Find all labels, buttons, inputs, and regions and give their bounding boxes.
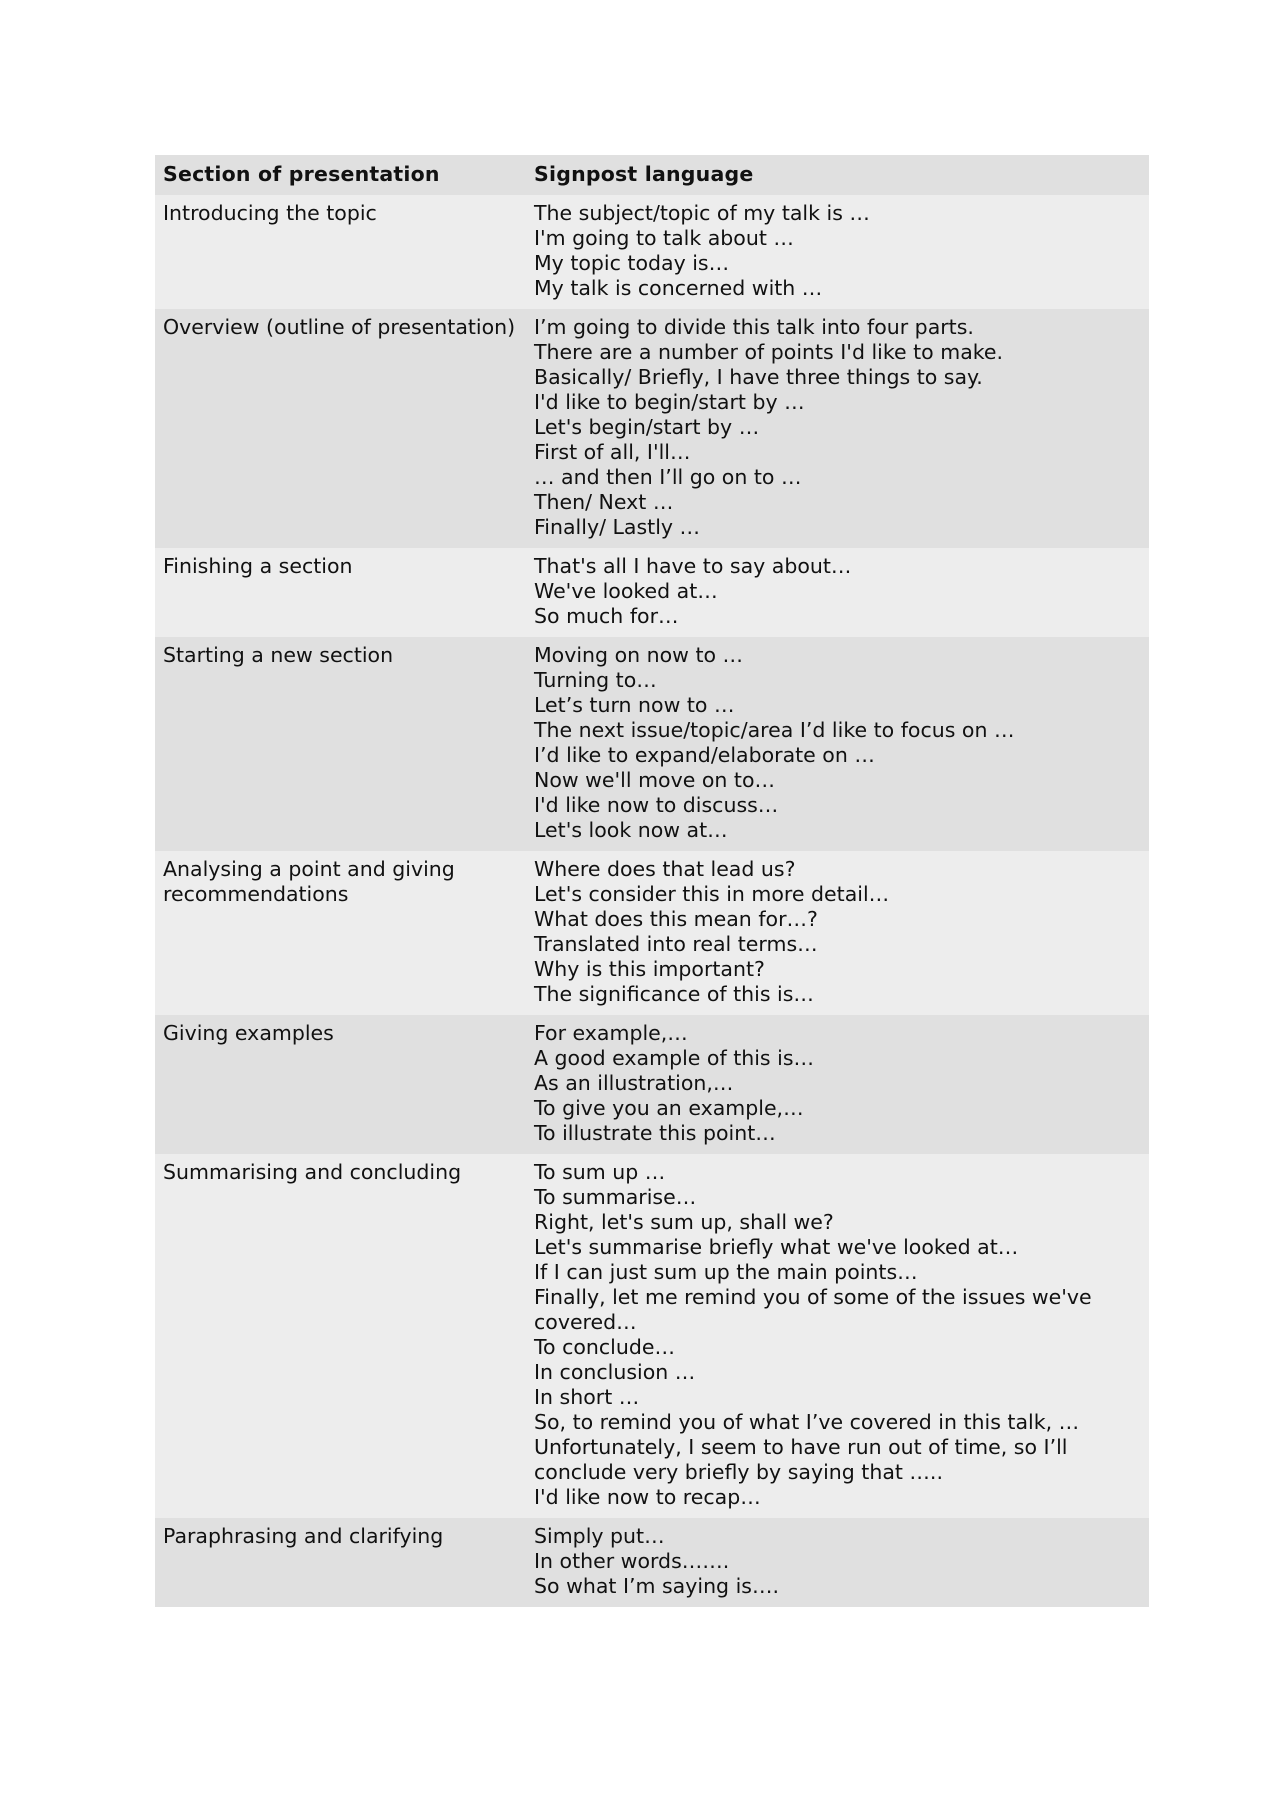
signpost-phrase: A good example of this is… <box>534 1046 814 1070</box>
signpost-phrase: As an illustration,… <box>534 1071 734 1095</box>
signpost-phrases-cell <box>526 195 1149 309</box>
signpost-phrase: Simply put… <box>534 1524 665 1548</box>
signpost-phrase: So, to remind you of what I’ve covered in this talk, … <box>534 1410 1080 1434</box>
section-cell: Summarising and concluding <box>155 1154 526 1518</box>
table-row <box>155 1518 1149 1607</box>
header-section-of-presentation: Section of presentation <box>155 155 526 195</box>
signpost-phrase: Moving on now to … <box>534 643 744 667</box>
signpost-phrase: Finally/ Lastly … <box>534 515 701 539</box>
section-cell: Starting a new section <box>155 637 526 851</box>
signpost-phrases-cell <box>526 1518 1149 1607</box>
signpost-phrases-cell <box>526 637 1149 851</box>
signpost-phrases-cell <box>526 1154 1149 1518</box>
signpost-phrase: Let's begin/start by … <box>534 415 760 439</box>
section-cell: Finishing a section <box>155 548 526 637</box>
section-cell: Paraphrasing and clarifying <box>155 1518 526 1607</box>
signpost-phrase: I’d like to expand/elaborate on … <box>534 743 875 767</box>
signpost-phrase: For example,… <box>534 1021 688 1045</box>
signpost-phrase: To give you an example,… <box>534 1096 804 1120</box>
signpost-phrase: Unfortunately, I seem to have run out of time, so I’ll conclude very briefly by saying that ….. <box>534 1435 1068 1484</box>
table-row <box>155 309 1149 548</box>
signpost-phrase: I'd like now to recap… <box>534 1485 761 1509</box>
signpost-phrase: Let’s turn now to … <box>534 693 735 717</box>
table-header-row <box>155 155 1149 195</box>
signpost-phrase: In conclusion … <box>534 1360 696 1384</box>
signpost-phrase: Let's look now at… <box>534 818 728 842</box>
signpost-phrase: First of all, I'll… <box>534 440 691 464</box>
signpost-phrase: To summarise… <box>534 1185 697 1209</box>
signpost-phrase: That's all I have to say about… <box>534 554 852 578</box>
table-row <box>155 637 1149 851</box>
signpost-phrase: I'd like now to discuss… <box>534 793 779 817</box>
signpost-phrase: To conclude… <box>534 1335 675 1359</box>
signpost-language-table <box>155 155 1149 1607</box>
signpost-phrase: Finally, let me remind you of some of the issues we've covered… <box>534 1285 1092 1334</box>
table-row <box>155 1015 1149 1154</box>
signpost-phrase: Basically/ Briefly, I have three things to say. <box>534 365 983 389</box>
signpost-phrase: Translated into real terms… <box>534 932 818 956</box>
section-cell: Giving examples <box>155 1015 526 1154</box>
signpost-phrase: Now we'll move on to… <box>534 768 775 792</box>
signpost-phrase: There are a number of points I'd like to make. <box>534 340 1004 364</box>
signpost-phrase: To sum up … <box>534 1160 666 1184</box>
signpost-phrase: Let's summarise briefly what we've looked at… <box>534 1235 1019 1259</box>
signpost-phrase: Where does that lead us? <box>534 857 796 881</box>
signpost-phrase: … and then I’ll go on to … <box>534 465 802 489</box>
signpost-phrase: I'd like to begin/start by … <box>534 390 805 414</box>
signpost-phrase: In other words……. <box>534 1549 730 1573</box>
signpost-phrase: The significance of this is… <box>534 982 814 1006</box>
signpost-phrase: I’m going to divide this talk into four parts. <box>534 315 974 339</box>
signpost-phrase: My talk is concerned with … <box>534 276 823 300</box>
signpost-phrase: Why is this important? <box>534 957 765 981</box>
table-row <box>155 851 1149 1015</box>
signpost-phrase: I'm going to talk about … <box>534 226 794 250</box>
signpost-phrase: To illustrate this point… <box>534 1121 776 1145</box>
signpost-phrase: So what I’m saying is…. <box>534 1574 779 1598</box>
signpost-phrases-cell <box>526 309 1149 548</box>
header-signpost-language: Signpost language <box>526 155 1149 195</box>
table-body <box>155 195 1149 1607</box>
table-row <box>155 195 1149 309</box>
signpost-phrase: So much for… <box>534 604 679 628</box>
signpost-phrase: We've looked at… <box>534 579 718 603</box>
signpost-phrases-cell <box>526 548 1149 637</box>
section-cell: Introducing the topic <box>155 195 526 309</box>
signpost-phrases-cell <box>526 851 1149 1015</box>
signpost-phrase: The next issue/topic/area I’d like to focus on … <box>534 718 1015 742</box>
section-cell: Analysing a point and giving recommendations <box>155 851 526 1015</box>
table-row <box>155 548 1149 637</box>
signpost-phrase: What does this mean for…? <box>534 907 818 931</box>
signpost-phrase: My topic today is… <box>534 251 730 275</box>
signpost-phrase: In short … <box>534 1385 640 1409</box>
signpost-phrases-cell <box>526 1015 1149 1154</box>
signpost-phrase: The subject/topic of my talk is … <box>534 201 870 225</box>
signpost-phrase: Turning to… <box>534 668 657 692</box>
signpost-phrase: If I can just sum up the main points… <box>534 1260 918 1284</box>
signpost-phrase: Let's consider this in more detail… <box>534 882 890 906</box>
table-row <box>155 1154 1149 1518</box>
signpost-phrase: Then/ Next … <box>534 490 674 514</box>
signpost-phrase: Right, let's sum up, shall we? <box>534 1210 834 1234</box>
section-cell: Overview (outline of presentation) <box>155 309 526 548</box>
